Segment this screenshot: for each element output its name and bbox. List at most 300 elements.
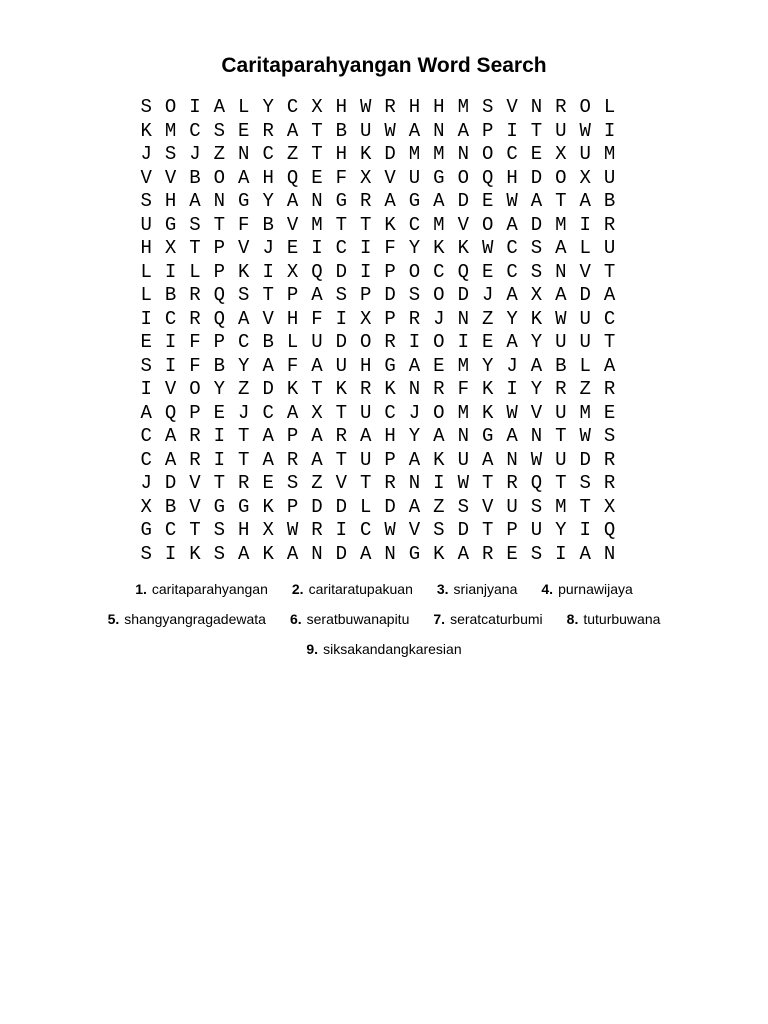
grid-letter[interactable]: M bbox=[433, 143, 445, 165]
grid-letter[interactable]: Z bbox=[311, 472, 323, 494]
grid-letter[interactable]: G bbox=[481, 425, 494, 447]
grid-letter[interactable]: A bbox=[311, 284, 323, 306]
grid-letter[interactable]: V bbox=[408, 519, 421, 541]
grid-letter[interactable]: C bbox=[189, 119, 201, 142]
grid-letter[interactable]: P bbox=[384, 260, 396, 283]
grid-letter[interactable]: Z bbox=[481, 307, 494, 330]
grid-letter[interactable]: A bbox=[457, 542, 469, 565]
grid-letter[interactable]: S bbox=[213, 119, 226, 142]
grid-letter[interactable]: J bbox=[506, 354, 518, 377]
grid-letter[interactable]: A bbox=[408, 354, 421, 377]
grid-letter[interactable]: Q bbox=[311, 260, 323, 283]
grid-letter[interactable]: K bbox=[262, 495, 274, 518]
grid-letter[interactable]: J bbox=[433, 307, 445, 330]
grid-letter[interactable]: D bbox=[384, 143, 396, 165]
grid-letter[interactable]: M bbox=[311, 213, 323, 236]
grid-letter[interactable]: S bbox=[140, 190, 152, 212]
grid-letter[interactable]: C bbox=[408, 213, 421, 236]
grid-letter[interactable]: D bbox=[164, 472, 177, 494]
grid-letter[interactable]: D bbox=[457, 519, 469, 541]
grid-letter[interactable]: X bbox=[164, 237, 177, 259]
grid-letter[interactable]: T bbox=[603, 260, 616, 283]
grid-letter[interactable]: J bbox=[408, 401, 421, 424]
grid-letter[interactable]: Z bbox=[579, 378, 591, 400]
grid-letter[interactable]: U bbox=[555, 448, 567, 471]
grid-letter[interactable]: E bbox=[481, 190, 494, 212]
grid-letter[interactable]: D bbox=[335, 542, 348, 565]
grid-letter[interactable]: M bbox=[555, 213, 567, 236]
grid-letter[interactable]: M bbox=[408, 143, 421, 165]
grid-letter[interactable]: E bbox=[140, 331, 152, 353]
grid-letter[interactable]: S bbox=[286, 472, 299, 494]
grid-letter[interactable]: E bbox=[530, 143, 543, 165]
grid-letter[interactable]: L bbox=[140, 284, 152, 306]
grid-letter[interactable]: K bbox=[530, 307, 543, 330]
grid-letter[interactable]: R bbox=[189, 425, 201, 447]
grid-letter[interactable]: U bbox=[555, 331, 567, 353]
grid-letter[interactable]: H bbox=[164, 190, 177, 212]
grid-letter[interactable]: D bbox=[335, 495, 348, 518]
grid-letter[interactable]: I bbox=[213, 425, 226, 447]
grid-letter[interactable]: R bbox=[189, 448, 201, 471]
grid-letter[interactable]: C bbox=[140, 425, 152, 447]
grid-letter[interactable]: Q bbox=[603, 519, 616, 541]
grid-letter[interactable]: A bbox=[530, 190, 543, 212]
grid-letter[interactable]: W bbox=[360, 96, 372, 118]
grid-letter[interactable]: I bbox=[140, 307, 152, 330]
grid-letter[interactable]: G bbox=[140, 519, 152, 541]
grid-letter[interactable]: T bbox=[213, 213, 226, 236]
grid-letter[interactable]: X bbox=[603, 495, 616, 518]
grid-letter[interactable]: C bbox=[335, 237, 348, 259]
grid-letter[interactable]: H bbox=[360, 354, 372, 377]
grid-letter[interactable]: A bbox=[311, 448, 323, 471]
grid-letter[interactable]: C bbox=[164, 307, 177, 330]
grid-letter[interactable]: M bbox=[603, 143, 616, 165]
grid-letter[interactable]: S bbox=[457, 495, 469, 518]
grid-letter[interactable]: W bbox=[555, 307, 567, 330]
grid-letter[interactable]: A bbox=[262, 425, 274, 447]
grid-letter[interactable]: K bbox=[481, 401, 494, 424]
grid-letter[interactable]: S bbox=[140, 96, 152, 118]
grid-letter[interactable]: S bbox=[530, 260, 543, 283]
grid-letter[interactable]: U bbox=[140, 213, 152, 236]
grid-letter[interactable]: R bbox=[603, 472, 616, 494]
grid-letter[interactable]: S bbox=[579, 472, 591, 494]
grid-letter[interactable]: R bbox=[481, 542, 494, 565]
grid-letter[interactable]: U bbox=[555, 119, 567, 142]
grid-letter[interactable]: C bbox=[262, 401, 274, 424]
grid-letter[interactable]: A bbox=[603, 354, 616, 377]
grid-letter[interactable]: O bbox=[189, 378, 201, 400]
grid-letter[interactable]: C bbox=[506, 143, 518, 165]
grid-letter[interactable]: A bbox=[579, 542, 591, 565]
grid-letter[interactable]: A bbox=[286, 190, 299, 212]
grid-letter[interactable]: N bbox=[555, 260, 567, 283]
grid-letter[interactable]: N bbox=[530, 425, 543, 447]
grid-letter[interactable]: T bbox=[481, 472, 494, 494]
grid-letter[interactable]: A bbox=[506, 284, 518, 306]
grid-letter[interactable]: A bbox=[408, 119, 421, 142]
grid-letter[interactable]: H bbox=[140, 237, 152, 259]
grid-letter[interactable]: X bbox=[311, 96, 323, 118]
grid-letter[interactable]: R bbox=[335, 425, 348, 447]
grid-letter[interactable]: A bbox=[384, 190, 396, 212]
grid-letter[interactable]: G bbox=[433, 166, 445, 189]
grid-letter[interactable]: X bbox=[530, 284, 543, 306]
grid-letter[interactable]: I bbox=[213, 448, 226, 471]
grid-letter[interactable]: Q bbox=[286, 166, 299, 189]
grid-letter[interactable]: M bbox=[555, 495, 567, 518]
grid-letter[interactable]: U bbox=[360, 448, 372, 471]
grid-letter[interactable]: V bbox=[481, 495, 494, 518]
grid-letter[interactable]: W bbox=[579, 425, 591, 447]
grid-letter[interactable]: T bbox=[555, 472, 567, 494]
grid-letter[interactable]: A bbox=[530, 354, 543, 377]
grid-letter[interactable]: M bbox=[457, 401, 469, 424]
grid-letter[interactable]: J bbox=[238, 401, 250, 424]
grid-letter[interactable]: I bbox=[360, 237, 372, 259]
grid-letter[interactable]: I bbox=[335, 519, 348, 541]
grid-letter[interactable]: C bbox=[603, 307, 616, 330]
grid-letter[interactable]: O bbox=[408, 260, 421, 283]
grid-letter[interactable]: D bbox=[384, 284, 396, 306]
grid-letter[interactable]: T bbox=[579, 495, 591, 518]
grid-letter[interactable]: F bbox=[238, 213, 250, 236]
grid-letter[interactable]: G bbox=[213, 495, 226, 518]
grid-letter[interactable]: N bbox=[530, 96, 543, 118]
grid-letter[interactable]: A bbox=[189, 190, 201, 212]
grid-letter[interactable]: A bbox=[603, 284, 616, 306]
grid-letter[interactable]: C bbox=[140, 448, 152, 471]
grid-letter[interactable]: B bbox=[262, 331, 274, 353]
grid-letter[interactable]: K bbox=[457, 237, 469, 259]
grid-letter[interactable]: D bbox=[530, 166, 543, 189]
grid-letter[interactable]: F bbox=[286, 354, 299, 377]
grid-letter[interactable]: B bbox=[262, 213, 274, 236]
grid-letter[interactable]: U bbox=[579, 143, 591, 165]
grid-letter[interactable]: P bbox=[384, 448, 396, 471]
grid-letter[interactable]: D bbox=[457, 190, 469, 212]
grid-letter[interactable]: G bbox=[238, 190, 250, 212]
grid-letter[interactable]: U bbox=[579, 331, 591, 353]
grid-letter[interactable]: I bbox=[311, 237, 323, 259]
grid-letter[interactable]: A bbox=[238, 166, 250, 189]
grid-letter[interactable]: A bbox=[506, 213, 518, 236]
grid-letter[interactable]: T bbox=[238, 448, 250, 471]
grid-letter[interactable]: M bbox=[164, 119, 177, 142]
grid-letter[interactable]: F bbox=[384, 237, 396, 259]
grid-letter[interactable]: E bbox=[238, 119, 250, 142]
grid-letter[interactable]: H bbox=[384, 425, 396, 447]
grid-letter[interactable]: U bbox=[457, 448, 469, 471]
grid-letter[interactable]: R bbox=[311, 519, 323, 541]
grid-letter[interactable]: V bbox=[530, 401, 543, 424]
grid-letter[interactable]: A bbox=[238, 307, 250, 330]
grid-letter[interactable]: C bbox=[506, 260, 518, 283]
grid-letter[interactable]: A bbox=[286, 542, 299, 565]
grid-letter[interactable]: R bbox=[555, 96, 567, 118]
grid-letter[interactable]: K bbox=[433, 237, 445, 259]
grid-letter[interactable]: C bbox=[262, 143, 274, 165]
grid-letter[interactable]: U bbox=[555, 401, 567, 424]
grid-letter[interactable]: K bbox=[384, 213, 396, 236]
grid-letter[interactable]: O bbox=[481, 213, 494, 236]
grid-letter[interactable]: D bbox=[311, 495, 323, 518]
grid-letter[interactable]: A bbox=[579, 190, 591, 212]
grid-letter[interactable]: U bbox=[579, 307, 591, 330]
grid-letter[interactable]: A bbox=[433, 190, 445, 212]
grid-letter[interactable]: U bbox=[506, 495, 518, 518]
grid-letter[interactable]: X bbox=[262, 519, 274, 541]
grid-letter[interactable]: I bbox=[506, 119, 518, 142]
grid-letter[interactable]: R bbox=[408, 307, 421, 330]
grid-letter[interactable]: L bbox=[238, 96, 250, 118]
grid-letter[interactable]: E bbox=[286, 237, 299, 259]
grid-letter[interactable]: C bbox=[286, 96, 299, 118]
grid-letter[interactable]: S bbox=[530, 237, 543, 259]
grid-letter[interactable]: P bbox=[360, 284, 372, 306]
grid-letter[interactable]: R bbox=[189, 307, 201, 330]
grid-letter[interactable]: H bbox=[335, 96, 348, 118]
grid-letter[interactable]: O bbox=[481, 143, 494, 165]
grid-letter[interactable]: E bbox=[603, 401, 616, 424]
grid-letter[interactable]: Y bbox=[530, 331, 543, 353]
grid-letter[interactable]: W bbox=[384, 519, 396, 541]
grid-letter[interactable]: R bbox=[384, 331, 396, 353]
grid-letter[interactable]: U bbox=[603, 166, 616, 189]
grid-letter[interactable]: D bbox=[335, 331, 348, 353]
grid-letter[interactable]: A bbox=[286, 119, 299, 142]
grid-letter[interactable]: O bbox=[555, 166, 567, 189]
grid-letter[interactable]: O bbox=[433, 401, 445, 424]
grid-letter[interactable]: R bbox=[384, 96, 396, 118]
grid-letter[interactable]: K bbox=[286, 378, 299, 400]
grid-letter[interactable]: U bbox=[360, 119, 372, 142]
grid-letter[interactable]: X bbox=[360, 166, 372, 189]
grid-letter[interactable]: A bbox=[164, 425, 177, 447]
grid-letter[interactable]: E bbox=[506, 542, 518, 565]
grid-letter[interactable]: V bbox=[164, 378, 177, 400]
grid-letter[interactable]: R bbox=[238, 472, 250, 494]
grid-letter[interactable]: W bbox=[506, 401, 518, 424]
grid-letter[interactable]: I bbox=[262, 260, 274, 283]
grid-letter[interactable]: L bbox=[360, 495, 372, 518]
grid-letter[interactable]: N bbox=[408, 472, 421, 494]
grid-letter[interactable]: D bbox=[384, 495, 396, 518]
grid-letter[interactable]: I bbox=[164, 354, 177, 377]
grid-letter[interactable]: L bbox=[140, 260, 152, 283]
grid-letter[interactable]: P bbox=[286, 495, 299, 518]
grid-letter[interactable]: K bbox=[481, 378, 494, 400]
grid-letter[interactable]: K bbox=[140, 119, 152, 142]
grid-letter[interactable]: V bbox=[164, 166, 177, 189]
grid-letter[interactable]: D bbox=[579, 448, 591, 471]
grid-letter[interactable]: L bbox=[189, 260, 201, 283]
grid-letter[interactable]: X bbox=[579, 166, 591, 189]
grid-letter[interactable]: R bbox=[360, 378, 372, 400]
grid-letter[interactable]: U bbox=[360, 401, 372, 424]
grid-letter[interactable]: I bbox=[189, 96, 201, 118]
grid-letter[interactable]: P bbox=[286, 284, 299, 306]
grid-letter[interactable]: Y bbox=[506, 307, 518, 330]
grid-letter[interactable]: W bbox=[579, 119, 591, 142]
grid-letter[interactable]: V bbox=[262, 307, 274, 330]
grid-letter[interactable]: P bbox=[189, 401, 201, 424]
grid-letter[interactable]: A bbox=[457, 119, 469, 142]
grid-letter[interactable]: N bbox=[311, 190, 323, 212]
grid-letter[interactable]: Y bbox=[481, 354, 494, 377]
grid-letter[interactable]: I bbox=[164, 331, 177, 353]
grid-letter[interactable]: G bbox=[238, 495, 250, 518]
grid-letter[interactable]: Z bbox=[213, 143, 226, 165]
grid-letter[interactable]: A bbox=[262, 354, 274, 377]
grid-letter[interactable]: I bbox=[164, 542, 177, 565]
grid-letter[interactable]: W bbox=[384, 119, 396, 142]
grid-letter[interactable]: Q bbox=[164, 401, 177, 424]
grid-letter[interactable]: X bbox=[311, 401, 323, 424]
grid-letter[interactable]: V bbox=[238, 237, 250, 259]
grid-letter[interactable]: S bbox=[481, 96, 494, 118]
grid-letter[interactable]: H bbox=[286, 307, 299, 330]
grid-letter[interactable]: Y bbox=[408, 237, 421, 259]
grid-letter[interactable]: D bbox=[579, 284, 591, 306]
grid-letter[interactable]: I bbox=[603, 119, 616, 142]
grid-letter[interactable]: A bbox=[360, 542, 372, 565]
grid-letter[interactable]: K bbox=[189, 542, 201, 565]
grid-letter[interactable]: H bbox=[262, 166, 274, 189]
grid-letter[interactable]: S bbox=[140, 542, 152, 565]
grid-letter[interactable]: T bbox=[481, 519, 494, 541]
grid-letter[interactable]: K bbox=[433, 448, 445, 471]
grid-letter[interactable]: R bbox=[262, 119, 274, 142]
grid-letter[interactable]: Y bbox=[530, 378, 543, 400]
grid-letter[interactable]: C bbox=[238, 331, 250, 353]
grid-letter[interactable]: S bbox=[530, 495, 543, 518]
grid-letter[interactable]: N bbox=[238, 143, 250, 165]
grid-letter[interactable]: B bbox=[603, 190, 616, 212]
grid-letter[interactable]: F bbox=[457, 378, 469, 400]
grid-letter[interactable]: E bbox=[481, 331, 494, 353]
grid-letter[interactable]: N bbox=[433, 119, 445, 142]
grid-letter[interactable]: A bbox=[262, 448, 274, 471]
grid-letter[interactable]: Y bbox=[262, 96, 274, 118]
grid-letter[interactable]: A bbox=[164, 448, 177, 471]
grid-letter[interactable]: R bbox=[603, 378, 616, 400]
grid-letter[interactable]: K bbox=[384, 378, 396, 400]
grid-letter[interactable]: D bbox=[457, 284, 469, 306]
grid-letter[interactable]: O bbox=[579, 96, 591, 118]
grid-letter[interactable]: T bbox=[213, 472, 226, 494]
grid-letter[interactable]: N bbox=[457, 307, 469, 330]
grid-letter[interactable]: O bbox=[433, 331, 445, 353]
grid-letter[interactable]: I bbox=[433, 472, 445, 494]
grid-letter[interactable]: A bbox=[360, 425, 372, 447]
grid-letter[interactable]: G bbox=[335, 190, 348, 212]
grid-letter[interactable]: A bbox=[555, 284, 567, 306]
grid-letter[interactable]: A bbox=[311, 354, 323, 377]
grid-letter[interactable]: O bbox=[213, 166, 226, 189]
grid-letter[interactable]: H bbox=[335, 143, 348, 165]
grid-letter[interactable]: E bbox=[262, 472, 274, 494]
grid-letter[interactable]: U bbox=[530, 519, 543, 541]
grid-letter[interactable]: A bbox=[286, 401, 299, 424]
grid-letter[interactable]: S bbox=[603, 425, 616, 447]
grid-letter[interactable]: T bbox=[311, 378, 323, 400]
grid-letter[interactable]: I bbox=[579, 213, 591, 236]
grid-letter[interactable]: T bbox=[555, 425, 567, 447]
grid-letter[interactable]: T bbox=[360, 213, 372, 236]
grid-letter[interactable]: W bbox=[286, 519, 299, 541]
grid-letter[interactable]: A bbox=[238, 542, 250, 565]
grid-letter[interactable]: S bbox=[213, 542, 226, 565]
grid-letter[interactable]: A bbox=[140, 401, 152, 424]
grid-letter[interactable]: O bbox=[360, 331, 372, 353]
grid-letter[interactable]: W bbox=[457, 472, 469, 494]
grid-letter[interactable]: R bbox=[360, 190, 372, 212]
grid-letter[interactable]: F bbox=[189, 354, 201, 377]
grid-letter[interactable]: V bbox=[189, 495, 201, 518]
grid-letter[interactable]: A bbox=[481, 448, 494, 471]
grid-letter[interactable]: H bbox=[238, 519, 250, 541]
grid-letter[interactable]: I bbox=[335, 307, 348, 330]
grid-letter[interactable]: C bbox=[384, 401, 396, 424]
grid-letter[interactable]: R bbox=[433, 378, 445, 400]
grid-letter[interactable]: V bbox=[189, 472, 201, 494]
grid-letter[interactable]: M bbox=[457, 354, 469, 377]
grid-letter[interactable]: Y bbox=[238, 354, 250, 377]
grid-letter[interactable]: I bbox=[555, 542, 567, 565]
grid-letter[interactable]: S bbox=[238, 284, 250, 306]
grid-letter[interactable]: I bbox=[408, 331, 421, 353]
grid-letter[interactable]: I bbox=[579, 519, 591, 541]
grid-letter[interactable]: V bbox=[335, 472, 348, 494]
grid-letter[interactable]: N bbox=[603, 542, 616, 565]
grid-letter[interactable]: Z bbox=[238, 378, 250, 400]
grid-letter[interactable]: S bbox=[433, 519, 445, 541]
grid-letter[interactable]: N bbox=[457, 143, 469, 165]
grid-letter[interactable]: W bbox=[506, 190, 518, 212]
grid-letter[interactable]: A bbox=[506, 425, 518, 447]
grid-letter[interactable]: P bbox=[213, 260, 226, 283]
grid-letter[interactable]: J bbox=[262, 237, 274, 259]
grid-letter[interactable]: S bbox=[189, 213, 201, 236]
grid-letter[interactable]: B bbox=[335, 119, 348, 142]
grid-letter[interactable]: P bbox=[481, 119, 494, 142]
grid-letter[interactable]: Y bbox=[408, 425, 421, 447]
grid-letter[interactable]: V bbox=[579, 260, 591, 283]
grid-letter[interactable]: M bbox=[433, 213, 445, 236]
grid-letter[interactable]: S bbox=[213, 519, 226, 541]
grid-letter[interactable]: R bbox=[506, 472, 518, 494]
grid-letter[interactable]: Y bbox=[555, 519, 567, 541]
grid-letter[interactable]: Q bbox=[481, 166, 494, 189]
grid-letter[interactable]: O bbox=[164, 96, 177, 118]
grid-letter[interactable]: A bbox=[213, 96, 226, 118]
grid-letter[interactable]: Y bbox=[213, 378, 226, 400]
grid-letter[interactable]: T bbox=[335, 401, 348, 424]
grid-letter[interactable]: V bbox=[286, 213, 299, 236]
grid-letter[interactable]: T bbox=[555, 190, 567, 212]
grid-letter[interactable]: N bbox=[311, 542, 323, 565]
grid-letter[interactable]: S bbox=[530, 542, 543, 565]
grid-letter[interactable]: H bbox=[433, 96, 445, 118]
grid-letter[interactable]: I bbox=[360, 260, 372, 283]
grid-letter[interactable]: I bbox=[140, 378, 152, 400]
grid-letter[interactable]: P bbox=[384, 307, 396, 330]
grid-letter[interactable]: R bbox=[384, 472, 396, 494]
grid-letter[interactable]: U bbox=[311, 331, 323, 353]
